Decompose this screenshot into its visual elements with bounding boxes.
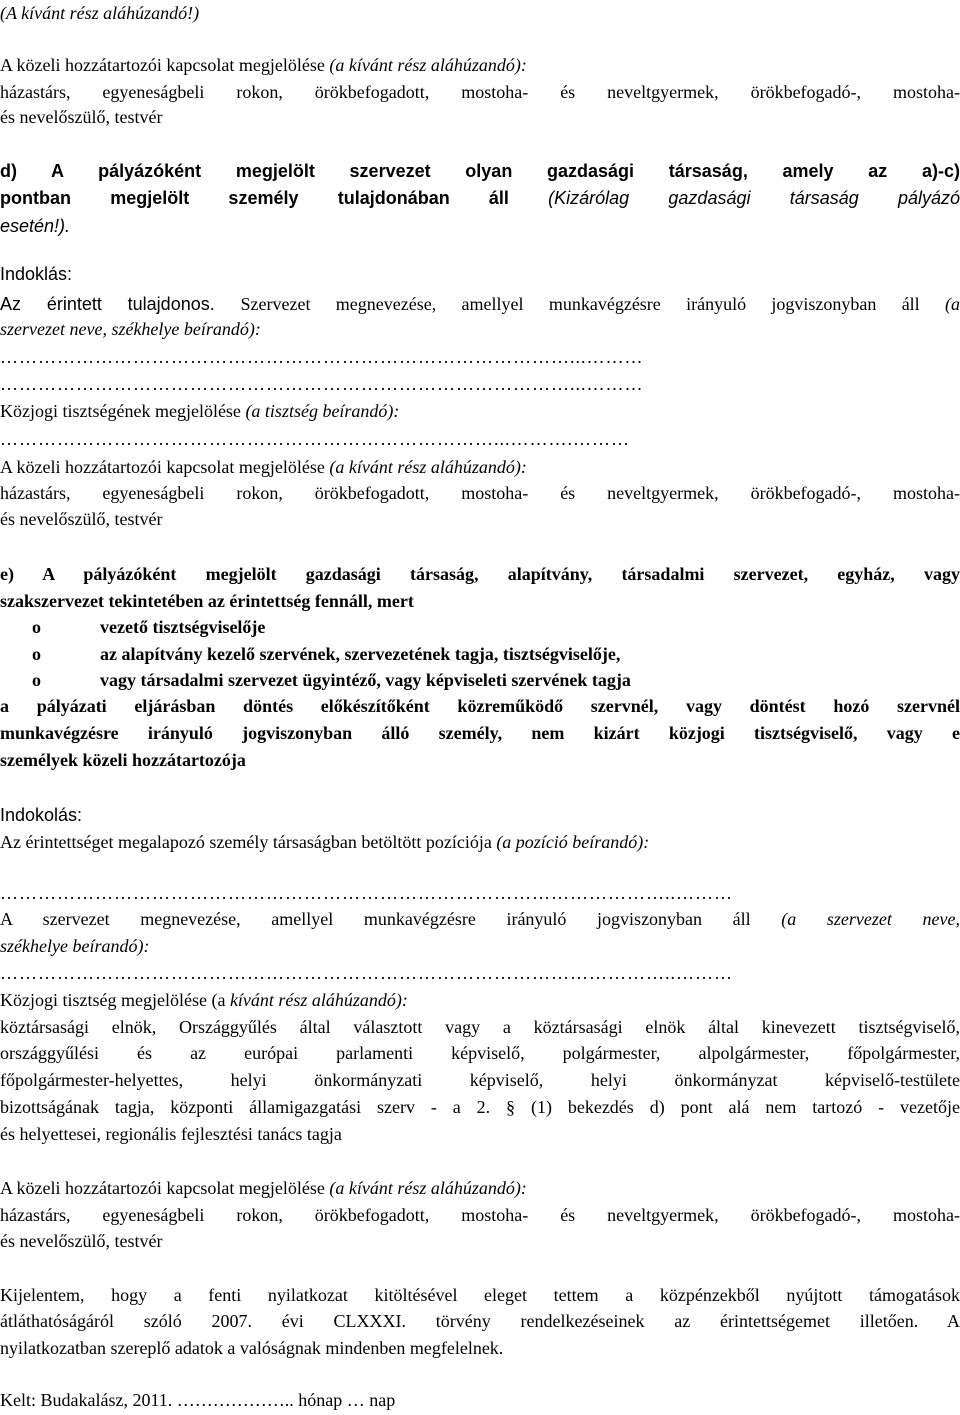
bullet-mark: o bbox=[32, 670, 41, 690]
bullet-mark: o bbox=[32, 644, 41, 664]
bullet-text: vezető tisztségviselője bbox=[100, 617, 266, 637]
section-e-para-1: a pályázati eljárásban döntés előkészítőként közreműködő szervnél, vagy döntést hozó szervnél bbox=[0, 696, 960, 716]
section-e-office-line bbox=[0, 989, 960, 1011]
declaration-line-3: nyilatkozatban szereplő adatok a valóságnak mindenben megfelelnek. bbox=[0, 1338, 504, 1358]
section-d-dots-2: ………………………………………………………………………………...……… bbox=[0, 374, 644, 394]
section-d-relation-hint: (a kívánt rész aláhúzandó): bbox=[329, 457, 527, 477]
date-place-line: Kelt: Budakalász, 2011. ……………….. hónap … nap bbox=[0, 1390, 396, 1410]
relation-label-text: A közeli hozzátartozói kapcsolat megjelölése bbox=[0, 55, 330, 75]
section-d-heading-2-bold: pontban megjelölt személy tulajdonában áll bbox=[0, 188, 549, 208]
declaration-line-1: Kijelentem, hogy a fenti nyilatkozat kitöltésével eleget tettem a közpénzekből nyújtott támogatások bbox=[0, 1285, 960, 1305]
section-e-office-option-1: köztársasági elnök, Országgyűlés által választott vagy a köztársasági elnök által kinevezett tisztségviselő, bbox=[0, 1017, 960, 1037]
section-d-dots-3: ……………………………………………………………………...……….……… bbox=[0, 429, 630, 449]
section-e-relation-options-1: házastárs, egyeneságbeli rokon, örökbefogadott, mostoha- és neveltgyermek, örökbefogadó-, mostoha- bbox=[0, 1205, 960, 1225]
section-e-org-line bbox=[0, 908, 960, 930]
section-d-office-hint: (a tisztség beírandó): bbox=[245, 401, 400, 421]
section-e-relation-hint: (a kívánt rész aláhúzandó): bbox=[329, 1178, 527, 1198]
relation-options-line-1: házastárs, egyeneságbeli rokon, örökbefogadott, mostoha- és neveltgyermek, örökbefogadó-, mostoha- bbox=[0, 82, 960, 102]
relation-hint: (a kívánt rész aláhúzandó): bbox=[329, 55, 527, 75]
section-d-relation-options-1: házastárs, egyeneságbeli rokon, örökbefogadott, mostoha- és neveltgyermek, örökbefogadó-, mostoha- bbox=[0, 483, 960, 503]
section-d-org-text: Szervezet megnevezése, amellyel munkavégzésre irányuló jogviszonyban áll bbox=[240, 294, 945, 314]
section-e-office-hint: kívánt rész aláhúzandó): bbox=[229, 990, 408, 1010]
bullet-text: vagy társadalmi szervezet ügyintéző, vagy képviseleti szervének tagja bbox=[100, 670, 631, 690]
relation-label bbox=[0, 54, 960, 76]
section-d-heading-1: d) A pályázóként megjelölt szervezet olyan gazdasági társaság, amely az a)-c) bbox=[0, 161, 960, 181]
relation-options-line-2: és nevelőszülő, testvér bbox=[0, 107, 163, 127]
section-e-dots-2: ……………………………………………………………………………………………..……… bbox=[0, 963, 733, 983]
section-d-org-hint-2: szervezet neve, székhelye beírandó): bbox=[0, 319, 261, 339]
section-e-heading-1: e) A pályázóként megjelölt gazdasági társaság, alapítvány, társadalmi szervezet, egyház, vagy bbox=[0, 564, 960, 584]
section-d-owner: Az érintett tulajdonos. bbox=[0, 294, 241, 314]
section-e-dots-1: ……………………………………………………………………………………………..……… bbox=[0, 883, 733, 903]
section-e-relation-options-2: és nevelőszülő, testvér bbox=[0, 1231, 163, 1251]
bullet-text: az alapítvány kezelő szervének, szervezetének tagja, tisztségviselője, bbox=[100, 644, 621, 664]
section-e-relation-label bbox=[0, 1177, 960, 1199]
section-e-office-option-4: bizottságának tagja, központi államigazgatási szerv - a 2. § (1) bekezdés d) pont alá nem tartozó - vezetője bbox=[0, 1097, 960, 1117]
section-e-position-line bbox=[0, 831, 960, 853]
section-d-org-hint-1: (a bbox=[945, 294, 960, 314]
underline-instruction: (A kívánt rész aláhúzandó!) bbox=[0, 3, 200, 23]
section-d-relation-label bbox=[0, 456, 960, 478]
section-e-heading-2: szakszervezet tekintetében az érintettség fennáll, mert bbox=[0, 591, 414, 611]
bullet-mark: o bbox=[32, 617, 41, 637]
section-e-org-hint-2: székhelye beírandó): bbox=[0, 936, 150, 956]
section-d-heading-2 bbox=[0, 187, 960, 209]
section-d-relation-label-text: A közeli hozzátartozói kapcsolat megjelölése bbox=[0, 457, 330, 477]
section-e-office-option-3: főpolgármester-helyettes, helyi önkormányzati képviselő, helyi önkormányzat képviselő-testülete bbox=[0, 1070, 960, 1090]
section-e-indokolas: Indokolás: bbox=[0, 805, 83, 825]
section-e-office-label: Közjogi tisztség megjelölése (a bbox=[0, 990, 230, 1010]
section-d-heading-3: esetén!). bbox=[0, 216, 71, 236]
section-e-org-hint-1: (a szervezet neve, bbox=[781, 909, 960, 929]
section-e-position-label: Az érintettséget megalapozó személy társaságban betöltött pozíciója bbox=[0, 832, 497, 852]
section-d-dots-1: ………………………………………………………………………………...……… bbox=[0, 347, 644, 367]
section-d-owner-line bbox=[0, 293, 960, 315]
section-d-heading-2-italic: (Kizárólag gazdasági társaság pályázó bbox=[548, 188, 960, 208]
section-e-position-hint: (a pozíció beírandó): bbox=[496, 832, 650, 852]
section-d-office-label: Közjogi tisztségének megjelölése bbox=[0, 401, 246, 421]
section-e-office-option-2: országgyűlési és az európai parlamenti képviselő, polgármester, alpolgármester, főpolgármester, bbox=[0, 1043, 960, 1063]
section-e-para-2: munkavégzésre irányuló jogviszonyban álló személy, nem kizárt közjogi tisztségviselő, vagy e bbox=[0, 723, 960, 743]
section-e-para-3: személyek közeli hozzátartozója bbox=[0, 750, 246, 770]
section-e-relation-label-text: A közeli hozzátartozói kapcsolat megjelölése bbox=[0, 1178, 330, 1198]
declaration-line-2: átláthatóságáról szóló 2007. évi CLXXXI. törvény rendelkezéseinek az érintettségemet illetően. A bbox=[0, 1311, 960, 1331]
section-d-indoklas: Indoklás: bbox=[0, 264, 73, 284]
section-d-relation-options-2: és nevelőszülő, testvér bbox=[0, 509, 163, 529]
section-e-office-option-5: és helyettesei, regionális fejlesztési tanács tagja bbox=[0, 1124, 342, 1144]
section-e-org-text: A szervezet megnevezése, amellyel munkavégzésre irányuló jogviszonyban áll bbox=[0, 909, 782, 929]
section-d-office-line bbox=[0, 400, 960, 422]
